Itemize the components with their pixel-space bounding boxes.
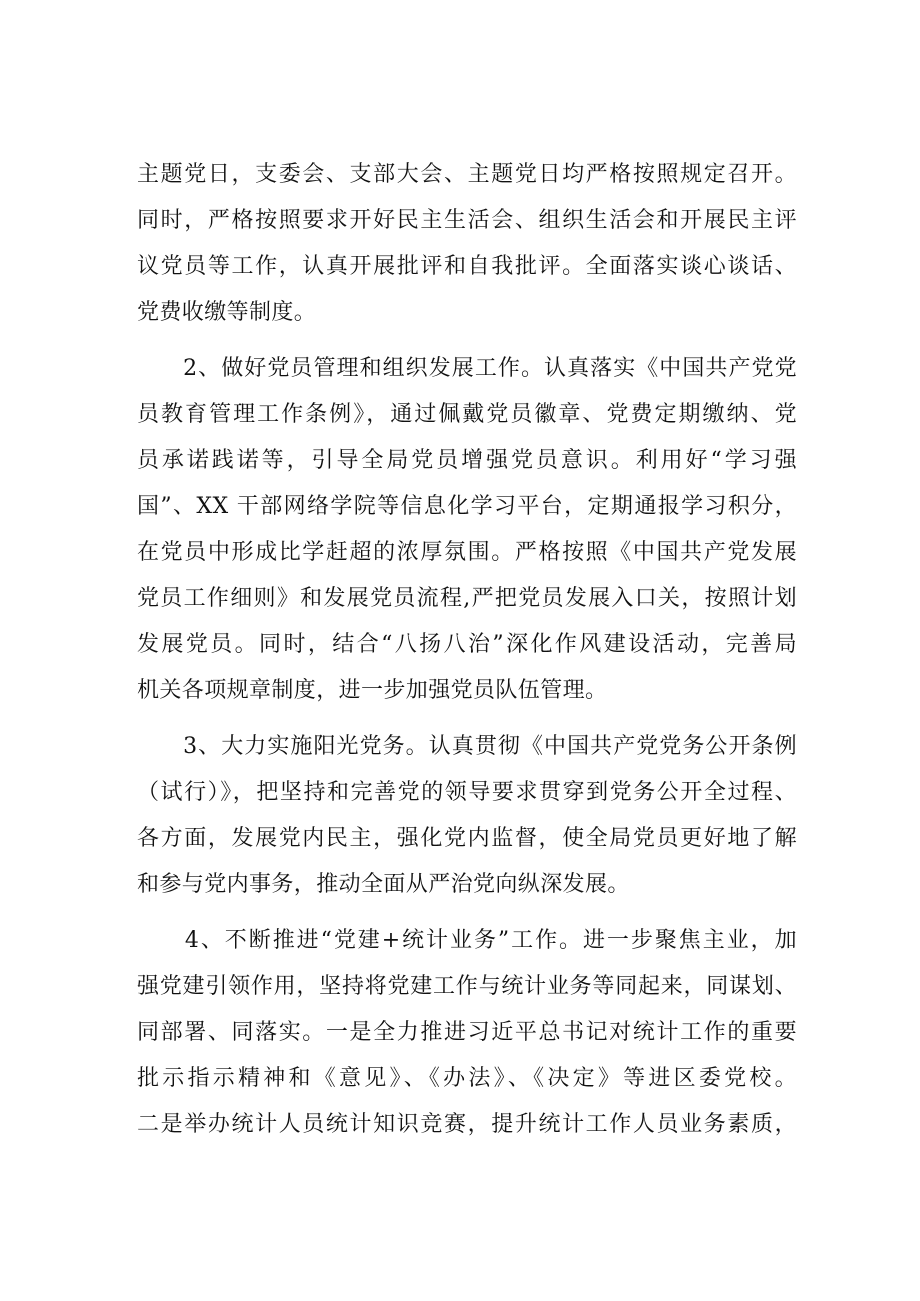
text-line: 党费收缴等制度。 [137, 300, 317, 325]
text-line: 党员工作细则》和发展党员流程,严把党员发展入口关，按照计划 [137, 586, 797, 611]
text-line: 员承诺践诺等，引导全局党员增强党员意识。利用好“学习强 [137, 448, 797, 473]
paragraph-3 [137, 724, 797, 908]
text-line: 和参与党内事务，推动全面从严治党向纵深发展。 [137, 872, 630, 897]
text-line: 国”、XX 干部网络学院等信息化学习平台，定期通报学习积分， [137, 494, 797, 519]
text-line: 员教育管理工作条例》，通过佩戴党员徽章、党费定期缴纳、党 [137, 402, 797, 427]
text-line: 强党建引领作用，坚持将党建工作与统计业务等同起来，同谋划、 [137, 974, 797, 999]
text-line: 批示指示精神和《意见》、《办法》、《决定》等进区委党校。 [137, 1066, 797, 1091]
text-line: 4、不断推进“党建+统计业务”工作。进一步聚焦主业，加 [137, 928, 797, 953]
paragraph-4 [137, 918, 797, 1148]
document-page [137, 152, 797, 1148]
text-line: 主题党日，支委会、支部大会、主题党日均严格按照规定召开。 [137, 162, 797, 187]
text-line: 3、大力实施阳光党务。认真贯彻《中国共产党党务公开条例 [137, 734, 797, 759]
text-line: 在党员中形成比学赶超的浓厚氛围。严格按照《中国共产党发展 [137, 540, 797, 565]
paragraph-2 [137, 346, 797, 714]
text-line: 2、做好党员管理和组织发展工作。认真落实《中国共产党党 [137, 356, 797, 381]
text-line: 机关各项规章制度，进一步加强党员队伍管理。 [137, 678, 608, 703]
text-line: 同部署、同落实。一是全力推进习近平总书记对统计工作的重要 [137, 1020, 797, 1045]
text-line: 议党员等工作，认真开展批评和自我批评。全面落实谈心谈话、 [137, 254, 797, 279]
text-line: （试行）》，把坚持和完善党的领导要求贯穿到党务公开全过程、 [137, 780, 797, 805]
text-line: 同时，严格按照要求开好民主生活会、组织生活会和开展民主评 [137, 208, 797, 233]
text-line: 发展党员。同时，结合“八扬八治”深化作风建设活动，完善局 [137, 632, 797, 657]
text-line: 二是举办统计人员统计知识竞赛，提升统计工作人员业务素质， [137, 1112, 797, 1137]
text-line: 各方面，发展党内民主，强化党内监督，使全局党员更好地了解 [137, 826, 797, 851]
paragraph-1 [137, 152, 797, 336]
